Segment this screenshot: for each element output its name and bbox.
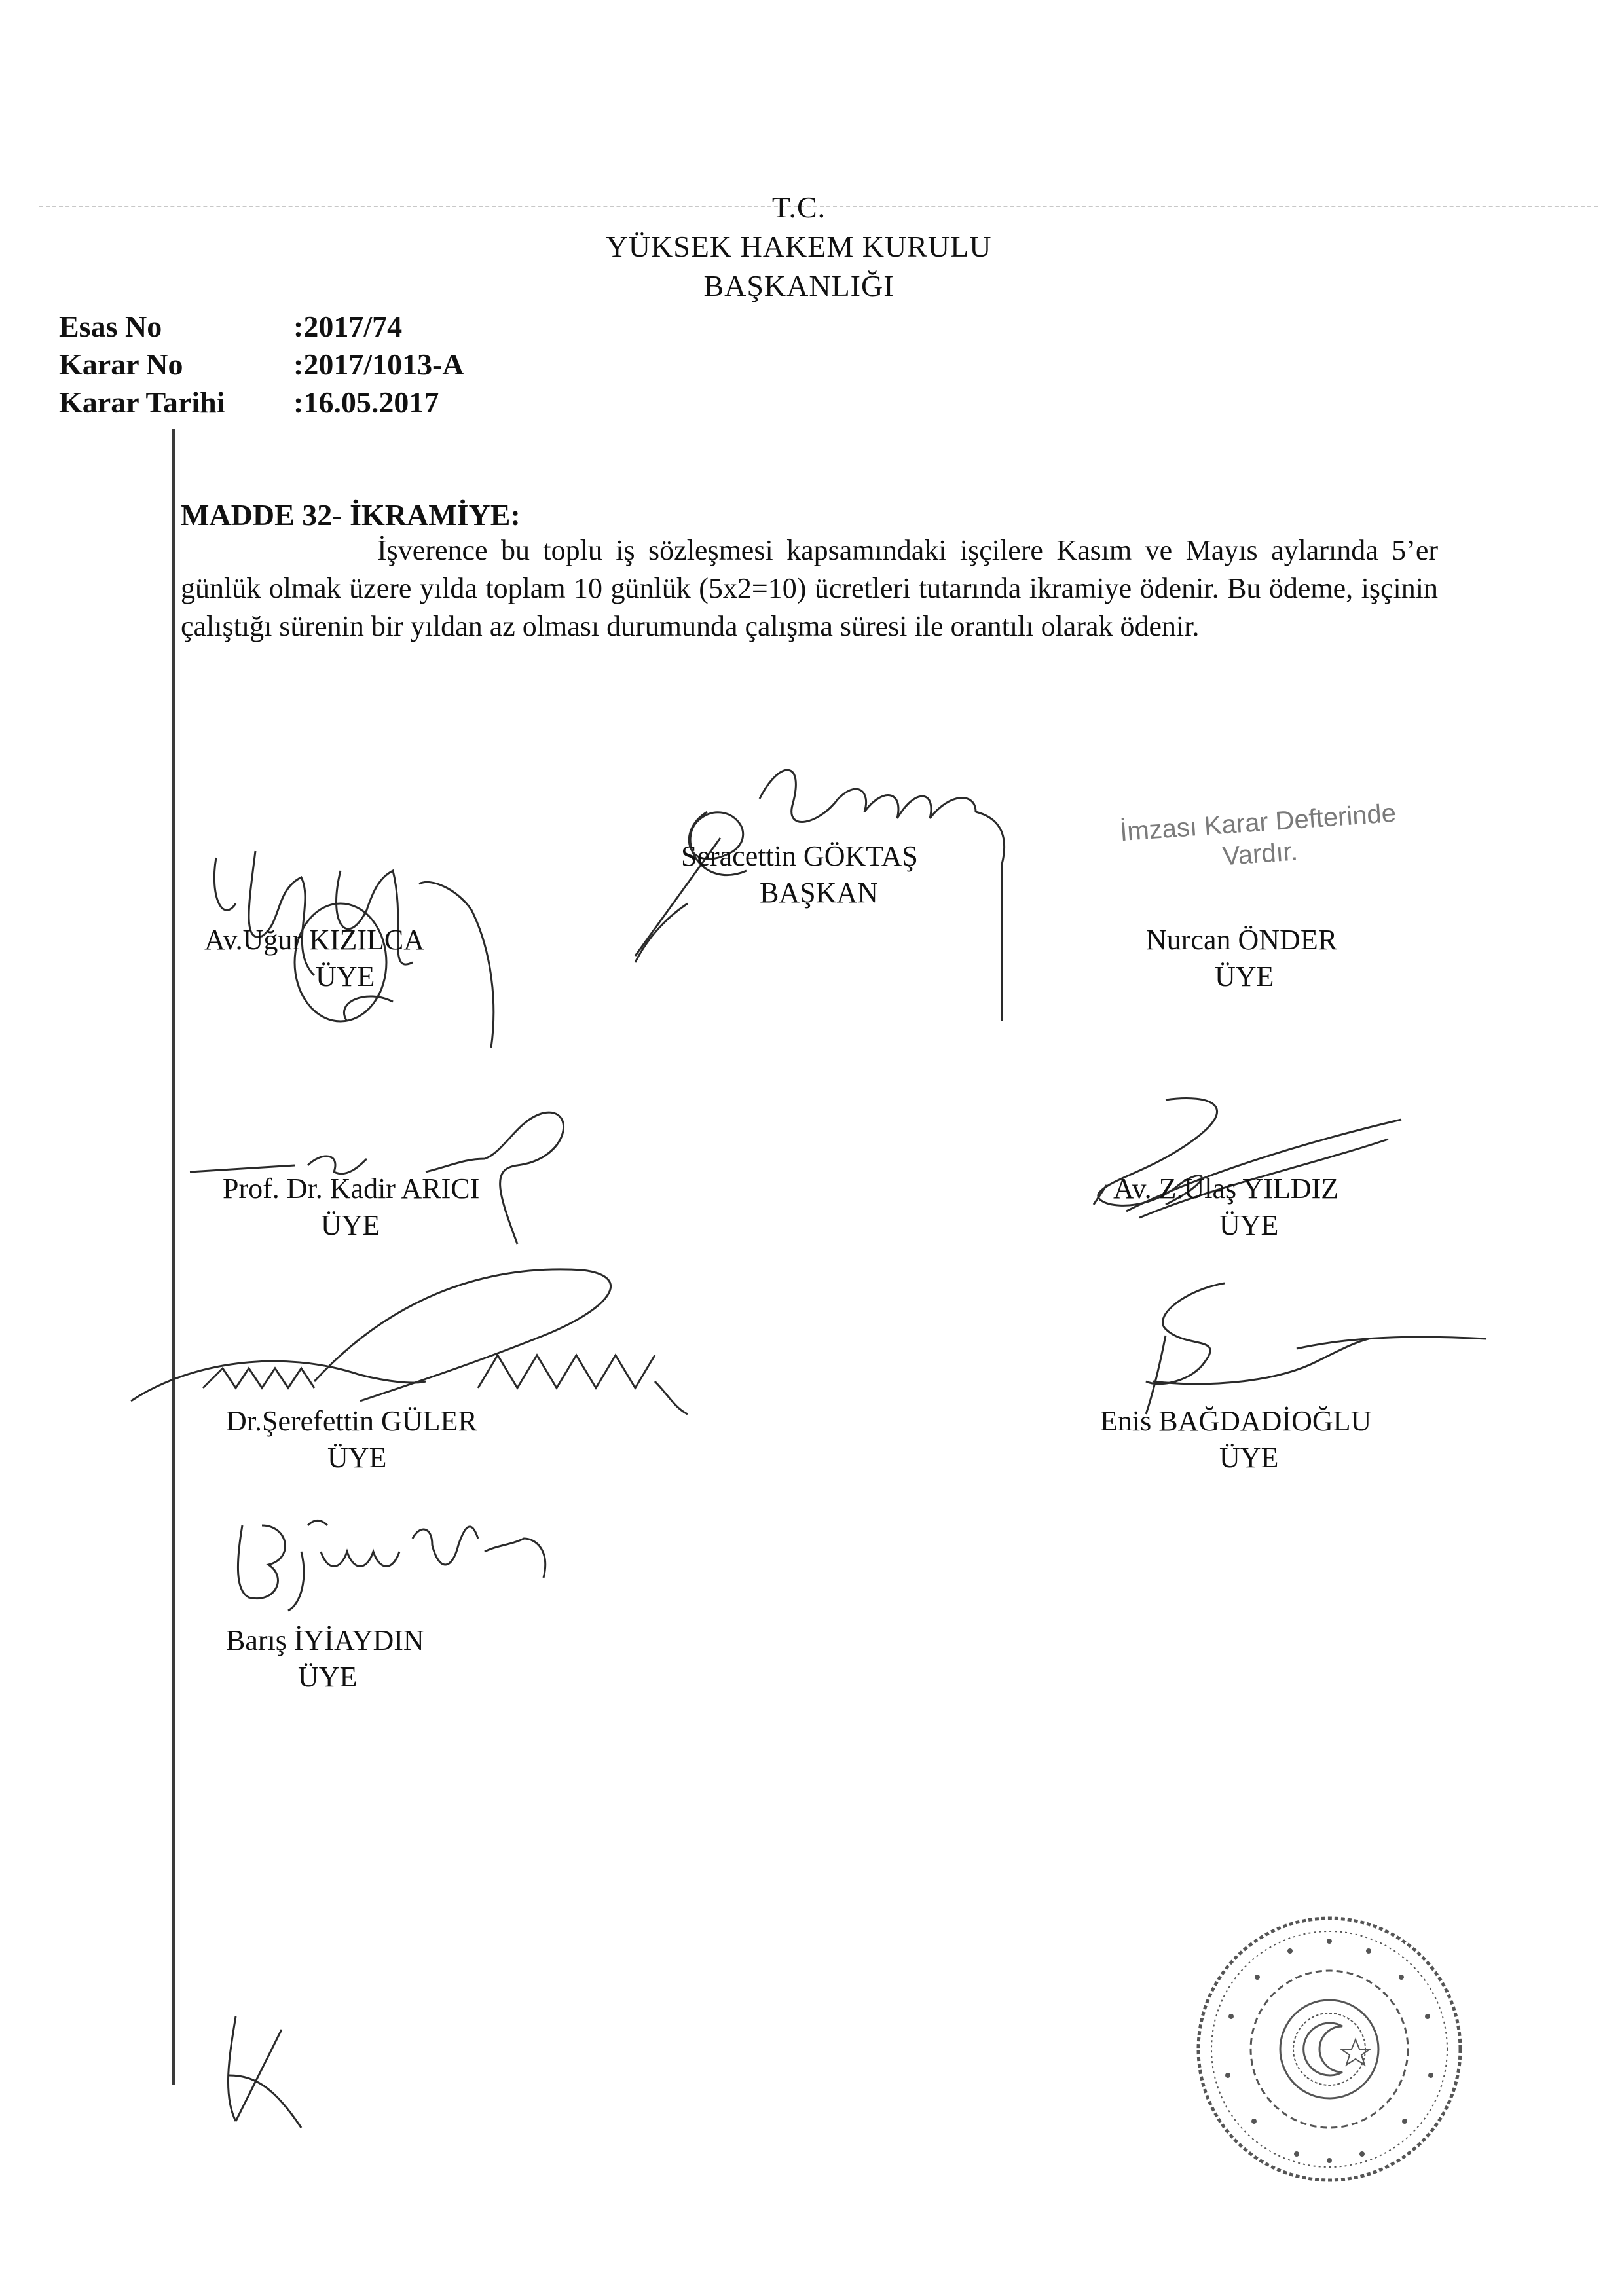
guler-role: ÜYE	[327, 1442, 387, 1474]
esas-no-value: :2017/74	[293, 310, 403, 343]
karar-no-label: Karar No	[59, 348, 183, 381]
official-seal-icon	[1192, 1912, 1467, 2187]
karar-no-value: :2017/1013-A	[293, 348, 464, 381]
onder-name: Nurcan ÖNDER	[1146, 924, 1338, 956]
signature-iyiaydin	[223, 1499, 576, 1630]
chair-name: Seracettin GÖKTAŞ	[681, 840, 918, 872]
chair-role: BAŞKAN	[760, 877, 878, 909]
note-line-1: İmzası Karar Defterinde	[1118, 798, 1397, 847]
onder-role: ÜYE	[1215, 960, 1274, 993]
note-line-2: Vardır.	[1221, 837, 1299, 871]
bagdadioglu-name: Enis BAĞDADİOĞLU	[1100, 1405, 1372, 1437]
karar-tarihi-value: :16.05.2017	[293, 386, 439, 419]
guler-name: Dr.Şerefettin GÜLER	[226, 1405, 477, 1437]
iyiaydin-role: ÜYE	[298, 1661, 358, 1693]
kizilca-role: ÜYE	[316, 960, 375, 993]
esas-no-label: Esas No	[59, 310, 162, 343]
arici-role: ÜYE	[321, 1209, 380, 1241]
yildiz-name: Av. Z.Ulaş YILDIZ	[1113, 1173, 1339, 1205]
arici-name: Prof. Dr. Kadir ARICI	[223, 1173, 480, 1205]
kizilca-name: Av.Uğur KIZILCA	[204, 924, 425, 956]
header-tc: T.C.	[771, 191, 826, 224]
karar-tarihi-label: Karar Tarihi	[59, 386, 225, 419]
header-department: BAŞKANLIĞI	[703, 269, 895, 302]
yildiz-role: ÜYE	[1219, 1209, 1279, 1241]
bagdadioglu-role: ÜYE	[1219, 1442, 1279, 1474]
iyiaydin-name: Barış İYİAYDIN	[226, 1624, 424, 1656]
article-title: MADDE 32- İKRAMİYE:	[181, 498, 521, 532]
initial-mark	[210, 2003, 327, 2134]
article-text: İşverence bu toplu iş sözleşmesi kapsamındaki işçilere Kasım ve Mayıs aylarında 5’er günlük olmak üzere yılda toplam 10 günlük (5x2=10) ücretleri tutarında ikramiye ödenir. Bu ödeme, işçinin çalıştığı sürenin bir yıldan az olması durumunda çalışma süresi ile orantılı olarak ödenir.	[181, 534, 1438, 642]
header-institution: YÜKSEK HAKEM KURULU	[606, 230, 992, 263]
signature-note	[1094, 795, 1424, 881]
